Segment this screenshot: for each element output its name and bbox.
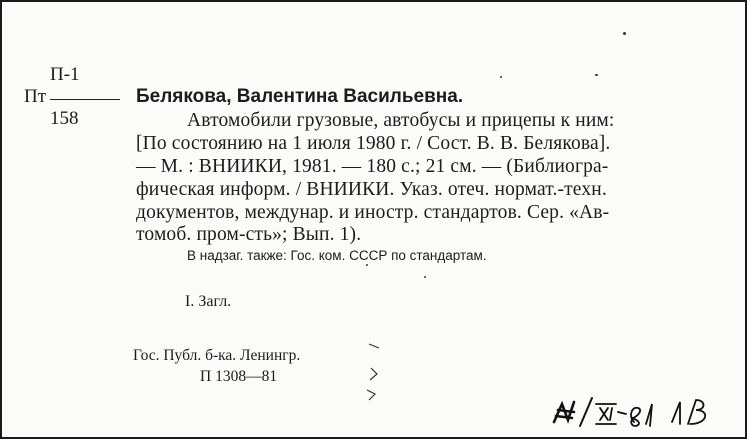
- description-line: томоб. пром-сть»; Вып. 1).: [136, 224, 362, 245]
- description-line: — М. : ВНИИКИ, 1981. — 180 с.; 21 см. — (Библиогра-: [136, 156, 609, 177]
- classification-dash: [50, 99, 120, 100]
- accession-number: П 1308—81: [200, 368, 278, 385]
- ink-speck: [424, 276, 426, 278]
- description-line: Автомобили грузовые, автобусы и прицепы к ним:: [187, 110, 615, 131]
- classification-code: П-1: [50, 64, 80, 85]
- handwritten-date: [550, 396, 720, 430]
- classification-subcode: Пт: [24, 86, 47, 107]
- description-line: [По состоянию на 1 июля 1980 г. / Сост. В. В. Белякова].: [136, 133, 611, 154]
- ink-speck: [366, 264, 368, 266]
- classification-number: 158: [50, 108, 79, 129]
- library-stamp: Гос. Публ. б-ка. Ленингр.: [133, 347, 301, 364]
- description-line: документов, междунар. и иностр. стандартов. Сер. «Ав-: [136, 202, 610, 223]
- author-heading: Белякова, Валентина Васильевна.: [136, 86, 464, 107]
- pencil-scribble: [357, 340, 387, 410]
- description-line: фическая информ. / ВНИИКИ. Указ. отеч. нормат.-техн.: [136, 179, 607, 200]
- ink-speck: [595, 74, 598, 76]
- ink-speck: [500, 76, 502, 78]
- ink-speck: [623, 32, 626, 35]
- tracing-entry: I. Загл.: [185, 293, 232, 310]
- title-note: В надзаг. также: Гос. ком. СССР по стандартам.: [187, 248, 487, 263]
